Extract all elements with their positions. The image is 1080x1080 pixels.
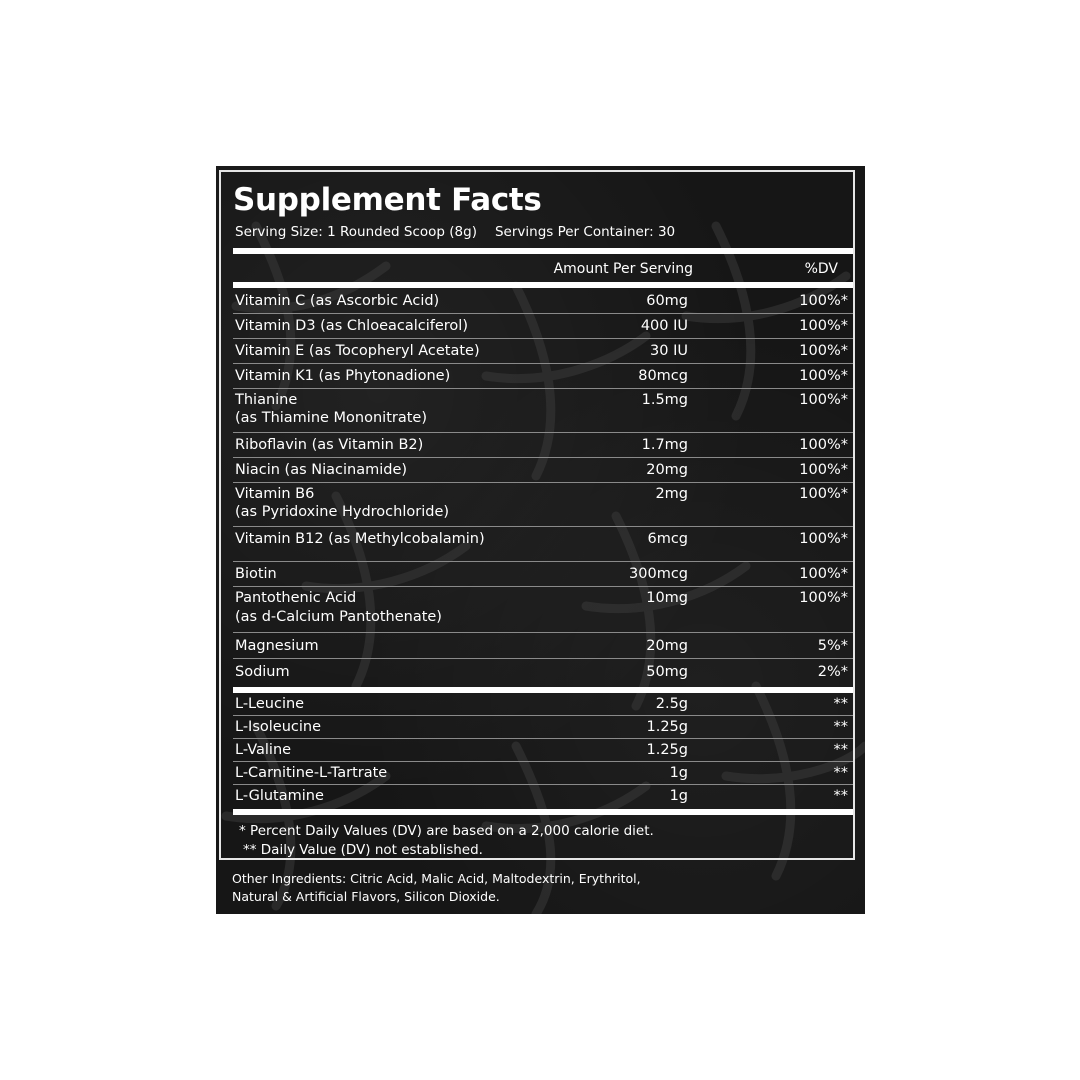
nutrient-dv: 100%* [799, 293, 848, 309]
other-ingredients-line: Other Ingredients: Citric Acid, Malic Acid, Maltodextrin, Erythritol, [232, 871, 641, 886]
nutrient-row [233, 314, 853, 339]
nutrient-name: Vitamin E (as Tocopheryl Acetate) [235, 343, 480, 359]
amino-acid-row [233, 762, 853, 785]
nutrient-dv: 100%* [799, 437, 848, 453]
nutrient-dv: 100%* [799, 566, 848, 582]
nutrient-name-detail: (as Thiamine Mononitrate) [235, 410, 427, 426]
nutrient-dv: 100%* [799, 343, 848, 359]
footnote-dv-not-established: ** Daily Value (DV) not established. [243, 842, 483, 858]
nutrient-row [233, 458, 853, 483]
header-percent-dv: %DV [804, 261, 838, 277]
nutrient-amount: 20mg [646, 638, 688, 654]
nutrient-amount: 80mcg [638, 368, 688, 384]
nutrient-amount: 400 IU [640, 318, 688, 334]
nutrient-row [233, 289, 853, 314]
serving-size: Serving Size: 1 Rounded Scoop (8g) [235, 224, 477, 240]
nutrient-name: Biotin [235, 566, 277, 582]
nutrient-name: Vitamin B6 [235, 486, 315, 502]
thick-divider [233, 248, 853, 254]
amino-acid-name: L-Carnitine-L-Tartrate [235, 765, 388, 781]
amino-acid-row [233, 693, 853, 716]
serving-info [235, 223, 675, 241]
nutrient-row [233, 527, 853, 562]
nutrient-name: Magnesium [235, 638, 319, 654]
nutrient-row [233, 562, 853, 587]
amino-acid-amount: 1.25g [646, 719, 688, 735]
nutrient-dv: 5%* [817, 638, 848, 654]
nutrient-name-detail: (as Pyridoxine Hydrochloride) [235, 504, 450, 520]
thick-divider [233, 282, 853, 288]
amino-acid-row [233, 785, 853, 808]
nutrient-amount: 60mg [646, 293, 688, 309]
nutrient-name: Riboflavin (as Vitamin B2) [235, 437, 424, 453]
nutrient-amount: 300mcg [629, 566, 688, 582]
nutrient-dv: 100%* [799, 318, 848, 334]
thick-divider [233, 809, 853, 815]
nutrient-name: Vitamin K1 (as Phytonadione) [235, 368, 451, 384]
nutrient-dv: 100%* [799, 392, 848, 408]
nutrient-amount: 10mg [646, 590, 688, 606]
nutrient-row [233, 364, 853, 389]
footnote-dv-basis: * Percent Daily Values (DV) are based on a 2,000 calorie diet. [239, 823, 654, 839]
nutrient-row [233, 389, 853, 433]
nutrient-amount: 2mg [655, 486, 688, 502]
amino-acid-row [233, 716, 853, 739]
nutrient-row [233, 339, 853, 364]
amino-acid-amount: 1g [669, 765, 688, 781]
nutrient-amount: 1.5mg [641, 392, 688, 408]
nutrient-row [233, 433, 853, 458]
nutrient-amount: 20mg [646, 462, 688, 478]
footnotes [239, 822, 654, 860]
nutrient-dv: 100%* [799, 531, 848, 547]
nutrient-amount: 50mg [646, 664, 688, 680]
facts-box [219, 170, 855, 860]
nutrient-dv: 2%* [817, 664, 848, 680]
nutrient-name: Vitamin B12 (as Methylcobalamin) [235, 531, 485, 547]
amino-acid-name: L-Isoleucine [235, 719, 322, 735]
other-ingredients [232, 870, 832, 906]
nutrient-name: Thianine [235, 392, 298, 408]
amino-acid-name: L-Glutamine [235, 788, 324, 804]
amino-acid-amount: 1g [669, 788, 688, 804]
nutrient-dv: 100%* [799, 590, 848, 606]
amino-acid-dv: ** [833, 719, 848, 735]
facts-title: Supplement Facts [233, 182, 542, 218]
amino-acid-dv: ** [833, 742, 848, 758]
nutrient-amount: 6mcg [647, 531, 688, 547]
nutrient-row [233, 659, 853, 685]
nutrient-amount: 30 IU [650, 343, 688, 359]
nutrient-dv: 100%* [799, 368, 848, 384]
nutrient-row [233, 587, 853, 633]
servings-per-container: Servings Per Container: 30 [494, 224, 676, 240]
other-ingredients-line: Natural & Artificial Flavors, Silicon Dioxide. [232, 889, 500, 904]
amino-acid-dv: ** [833, 696, 848, 712]
nutrient-name: Vitamin C (as Ascorbic Acid) [235, 293, 440, 309]
supplement-facts-panel [216, 166, 865, 914]
amino-acid-dv: ** [833, 788, 848, 804]
amino-acid-row [233, 739, 853, 762]
nutrient-name-detail: (as d-Calcium Pantothenate) [235, 609, 442, 625]
amino-acid-name: L-Valine [235, 742, 292, 758]
nutrient-name: Pantothenic Acid [235, 590, 357, 606]
nutrient-row [233, 483, 853, 527]
nutrient-dv: 100%* [799, 486, 848, 502]
nutrient-amount: 1.7mg [641, 437, 688, 453]
nutrient-row [233, 633, 853, 659]
amino-acid-dv: ** [833, 765, 848, 781]
nutrient-name: Niacin (as Niacinamide) [235, 462, 408, 478]
amino-acid-name: L-Leucine [235, 696, 305, 712]
amino-acid-amount: 2.5g [655, 696, 688, 712]
amino-acid-amount: 1.25g [646, 742, 688, 758]
nutrient-name: Vitamin D3 (as Chloeacalciferol) [235, 318, 468, 334]
nutrient-name: Sodium [235, 664, 290, 680]
header-amount-per-serving: Amount Per Serving [553, 261, 693, 277]
nutrient-dv: 100%* [799, 462, 848, 478]
